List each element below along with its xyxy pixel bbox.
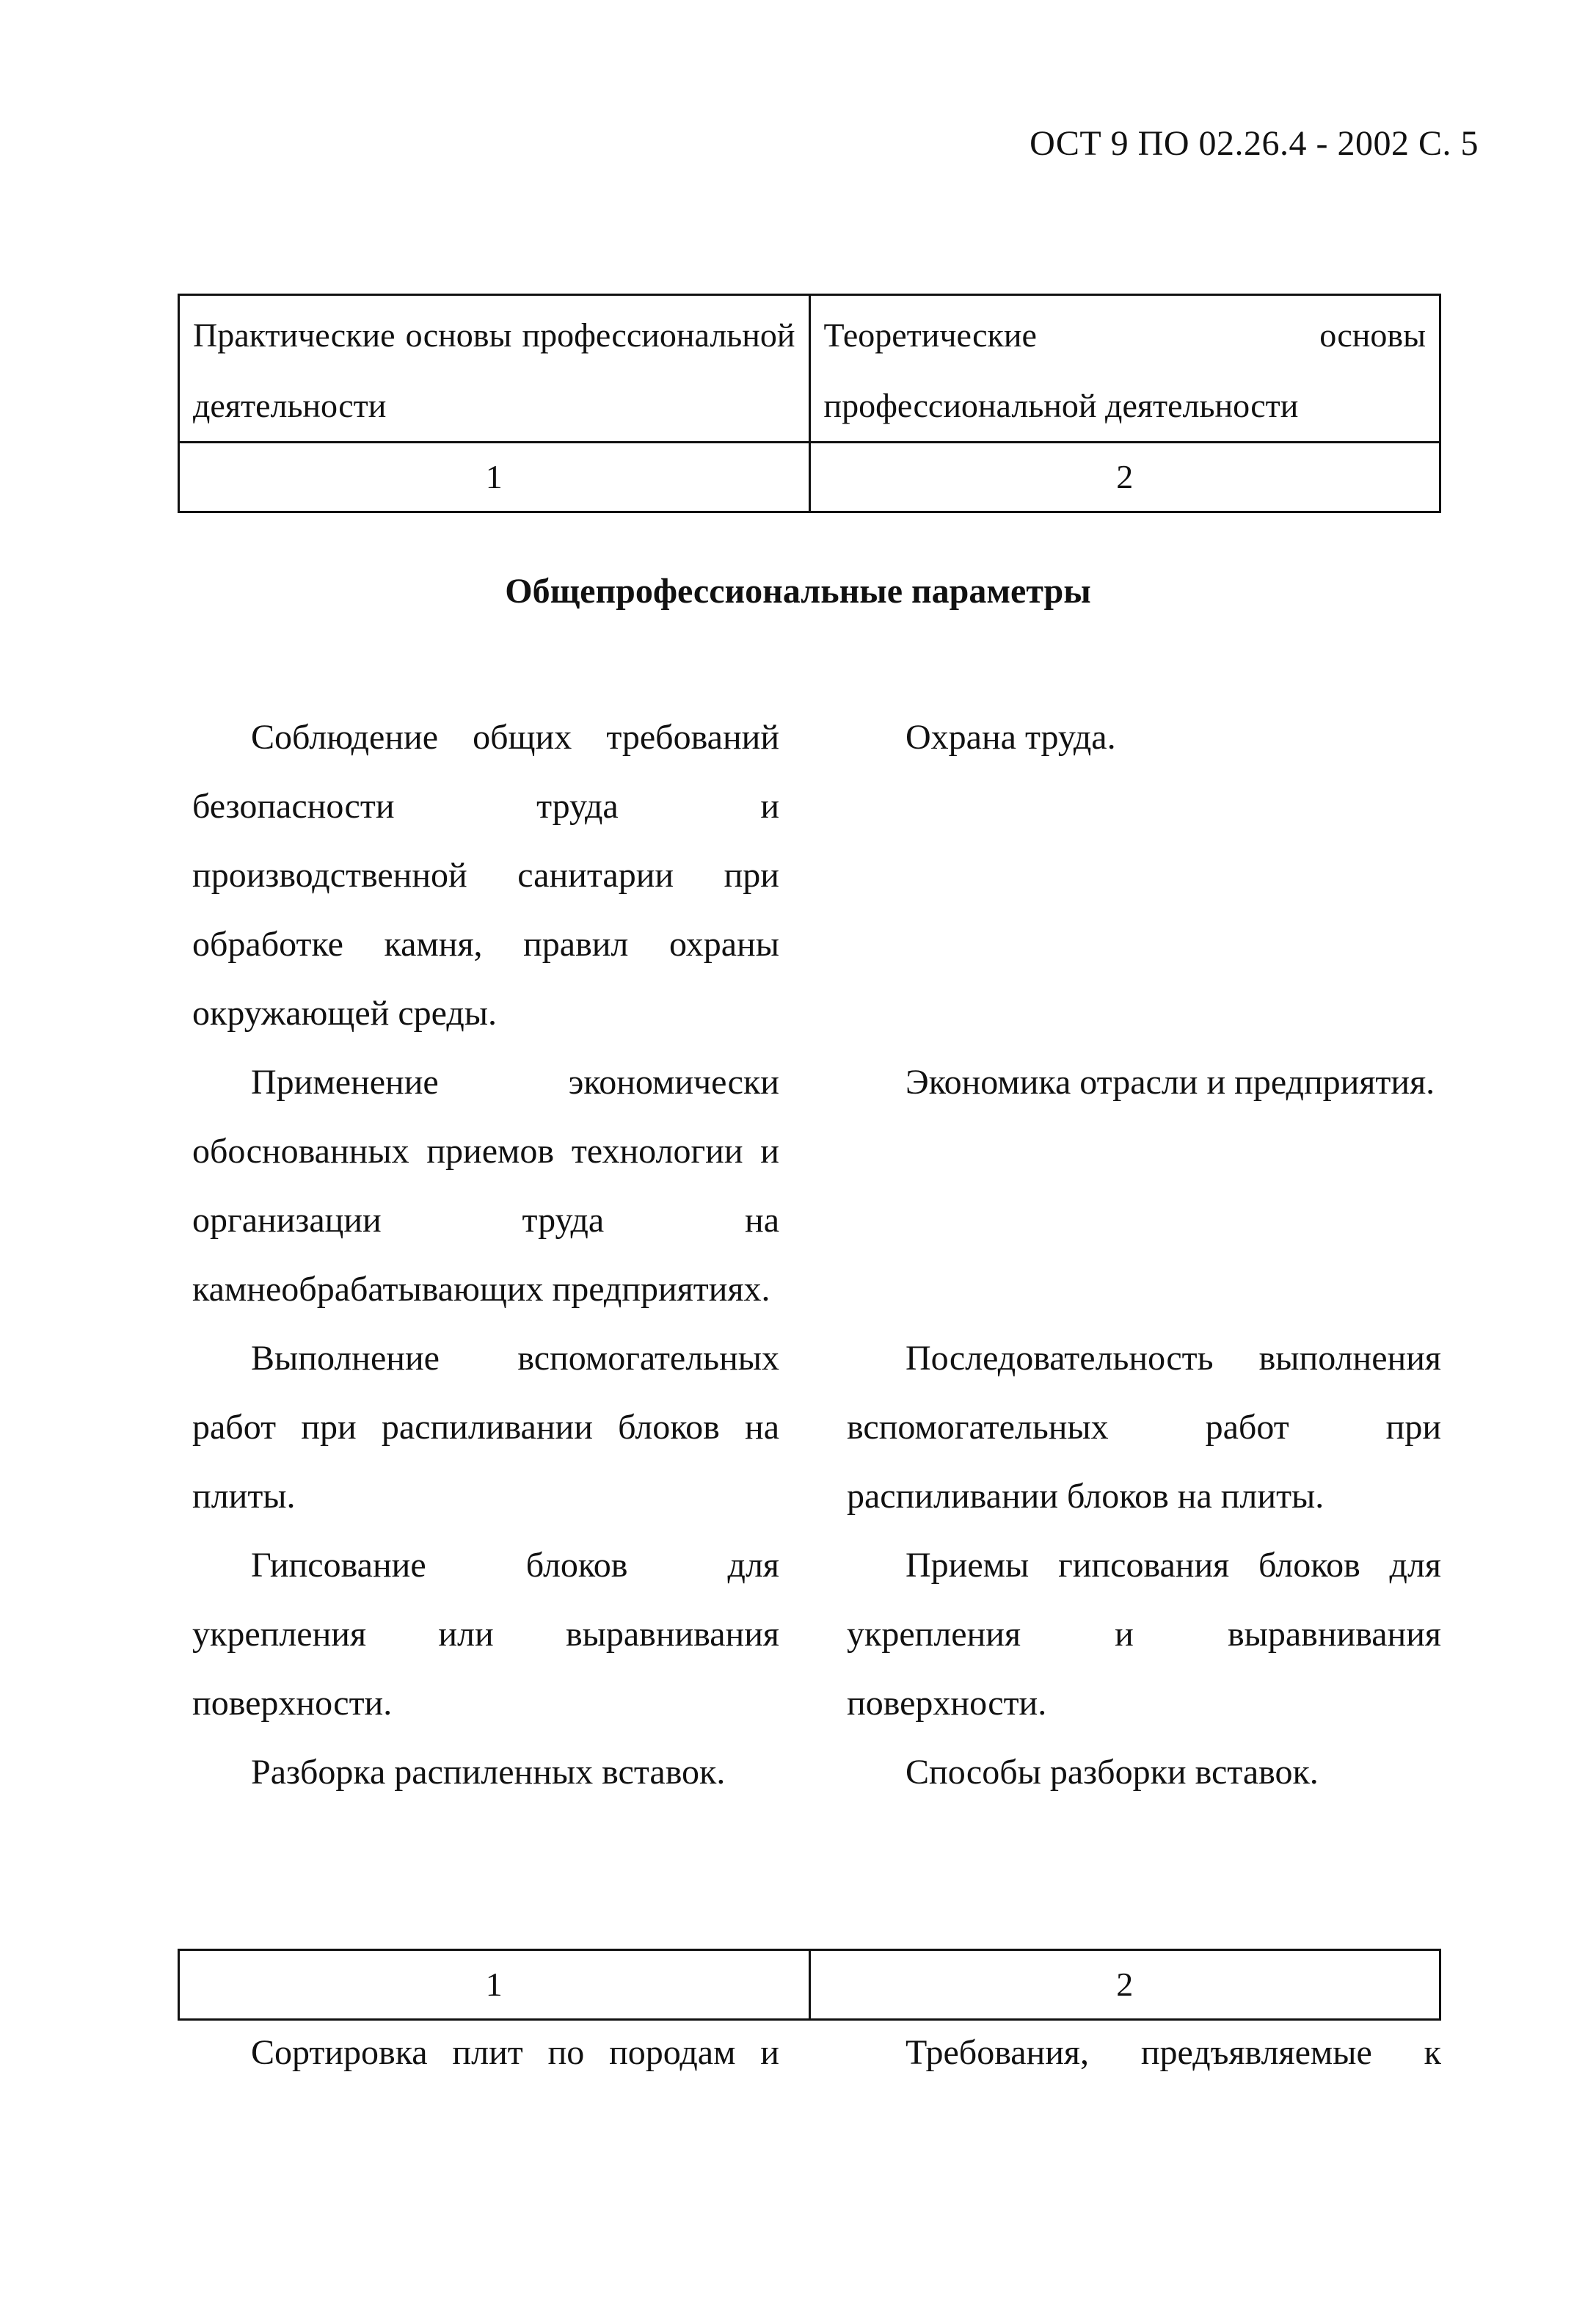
section-title: Общепрофессиональные параметры	[505, 572, 1091, 611]
theoretical-text: Требования, предъявляемые к	[906, 2033, 1441, 2072]
practical-text: Соблюдение общих требований безопасности труда и производственной санитарии при обработке камня, правил охраны окружающей среды.	[192, 718, 779, 1033]
parameter-row	[192, 703, 1441, 1048]
theoretical-text: Последовательность выполнения вспомогательных работ при распиливании блоков на плиты.	[847, 1339, 1441, 1516]
parameter-row	[192, 1738, 1441, 1807]
theoretical-text: Охрана труда.	[906, 718, 1116, 757]
parameter-row	[192, 1048, 1441, 1324]
column-number-2: 2	[809, 1950, 1440, 2020]
column-number-1: 1	[179, 443, 810, 512]
theoretical-text: Экономика отрасли и предприятия.	[906, 1063, 1435, 1102]
document-reference: ОСТ 9 ПО 02.26.4 - 2002 С. 5	[1030, 124, 1479, 163]
practical-column-header: Практические основы профессиональной деятельности	[179, 295, 810, 443]
practical-text: Применение экономически обоснованных приемов технологии и организации труда на камнеобрабатывающих предприятиях.	[192, 1063, 779, 1309]
practical-text: Выполнение вспомогательных работ при распиливании блоков на плиты.	[192, 1339, 779, 1516]
practical-text: Сортировка плит по породам и	[251, 2033, 779, 2072]
parameter-row	[192, 1531, 1441, 1738]
parameters-list	[192, 703, 1441, 1807]
parameter-row	[192, 1324, 1441, 1531]
theoretical-text: Приемы гипсования блоков для укрепления и выравнивания поверхности.	[847, 1546, 1441, 1723]
column-header-table	[178, 294, 1441, 513]
column-number-1: 1	[179, 1950, 810, 2020]
theoretical-column-header: Теоретические основы профессиональной деятельности	[809, 295, 1440, 443]
continuation-row	[192, 2018, 1441, 2087]
practical-text: Гипсование блоков для укрепления или выравнивания поверхности.	[192, 1546, 779, 1723]
theoretical-text: Способы разборки вставок.	[906, 1753, 1319, 1792]
practical-text: Разборка распиленных вставок.	[251, 1753, 726, 1792]
column-number-table	[178, 1949, 1441, 2021]
column-number-2: 2	[809, 443, 1440, 512]
